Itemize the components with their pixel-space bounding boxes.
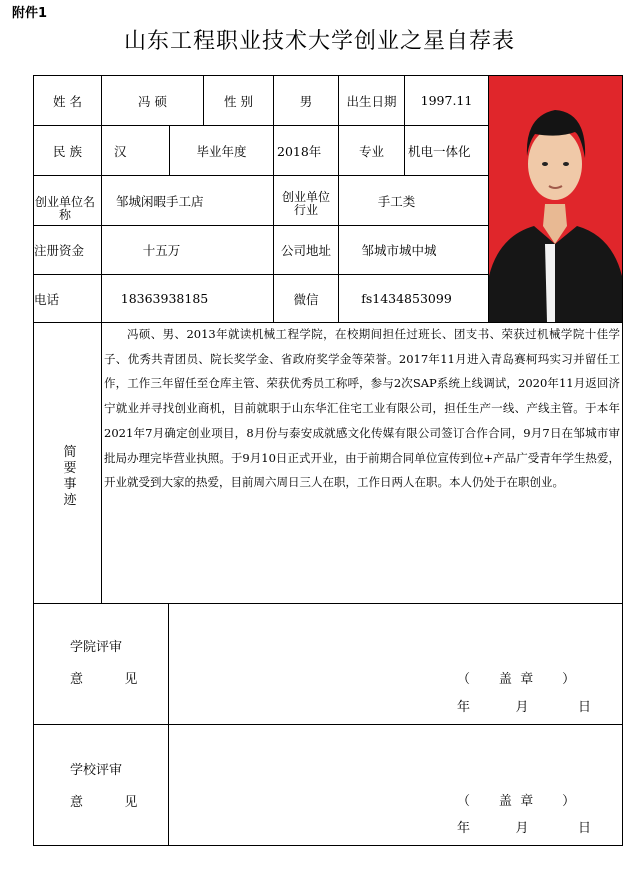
label-grad-year: 毕业年度	[196, 143, 247, 159]
value-biz-name: 邹城闲暇手工店	[116, 193, 204, 209]
value-address: 邹城市城中城	[361, 243, 437, 258]
label-biz-industry: 创业单位行业	[281, 190, 330, 217]
row-line	[33, 724, 623, 725]
label-gender: 性 别	[224, 93, 253, 109]
border-right	[622, 75, 623, 846]
label-major: 专业	[358, 143, 384, 159]
label-college-review: 学院评审	[70, 640, 123, 655]
label-birth: 出生日期	[346, 93, 397, 109]
label-phone: 电话	[34, 291, 60, 307]
label-bio: 简要事迹	[63, 445, 77, 508]
college-date: 年 月 日	[457, 700, 592, 715]
border-bottom	[33, 845, 623, 846]
label-school-review: 学校评审	[70, 763, 123, 778]
label-wechat: 微信	[293, 291, 319, 307]
bio-text: 冯硕、男、2013年就读机械工程学院，在校期间担任过班长、团支书、荣获过机械学院十佳学子、优秀共青团员、院长奖学金、省政府奖学金等荣誉。2017年11月进入青岛赛柯玛实习并留任工作，工作三年留任至仓库主管、荣获优秀员工称呼，参与2次SAP系统上线调试，2020年11月返回济宁就业并寻找创业商机，目前就职于山东华汇住宅工业有限公司，担任生产一线、产线主管。于本年2021年7月确定创业项目，8月份与泰安成就感文化传媒有限公司签订合作合同，9月7日在邹城市审批局办理完毕营业执照。于9月10日正式开业，由于前期合同单位宣传到位+产品广受青年学生热爱，开业就受到大家的热爱，目前周六周日三人在职，工作日两人在职。本人仍处于在职创业。	[104, 327, 620, 490]
label-capital: 注册资金	[34, 243, 85, 258]
college-seal: （ 盖 章 ）	[457, 672, 576, 687]
value-gender: 男	[299, 93, 313, 109]
value-ethnicity: 汉	[114, 143, 127, 159]
col-line	[168, 603, 169, 846]
label-ethnicity: 民 族	[53, 143, 82, 159]
col-line	[101, 125, 102, 175]
col-line	[101, 322, 102, 604]
label-name: 姓 名	[53, 93, 82, 109]
value-biz-industry: 手工类	[377, 193, 416, 209]
attachment-label: 附件1	[12, 6, 48, 21]
label-address: 公司地址	[280, 243, 331, 258]
value-major: 机电一体化	[408, 143, 471, 159]
label-school-opinion: 意 见	[70, 795, 138, 810]
label-college-opinion: 意 见	[70, 672, 138, 687]
value-phone: 18363938185	[120, 291, 209, 306]
value-birth: 1997.11	[420, 93, 473, 108]
page-title: 山东工程职业技术大学创业之星自荐表	[123, 29, 515, 54]
value-capital: 十五万	[142, 243, 181, 258]
col-line	[404, 125, 405, 175]
label-biz-name: 创业单位名称	[34, 195, 95, 222]
value-wechat: fs1434853099	[361, 291, 452, 306]
row-line	[33, 603, 623, 604]
col-line	[273, 125, 274, 175]
value-name: 冯 硕	[138, 93, 167, 109]
school-date: 年 月 日	[457, 821, 592, 836]
school-seal: （ 盖 章 ）	[457, 794, 576, 809]
value-grad-year: 2018年	[277, 143, 322, 159]
applicant-photo	[489, 76, 622, 322]
